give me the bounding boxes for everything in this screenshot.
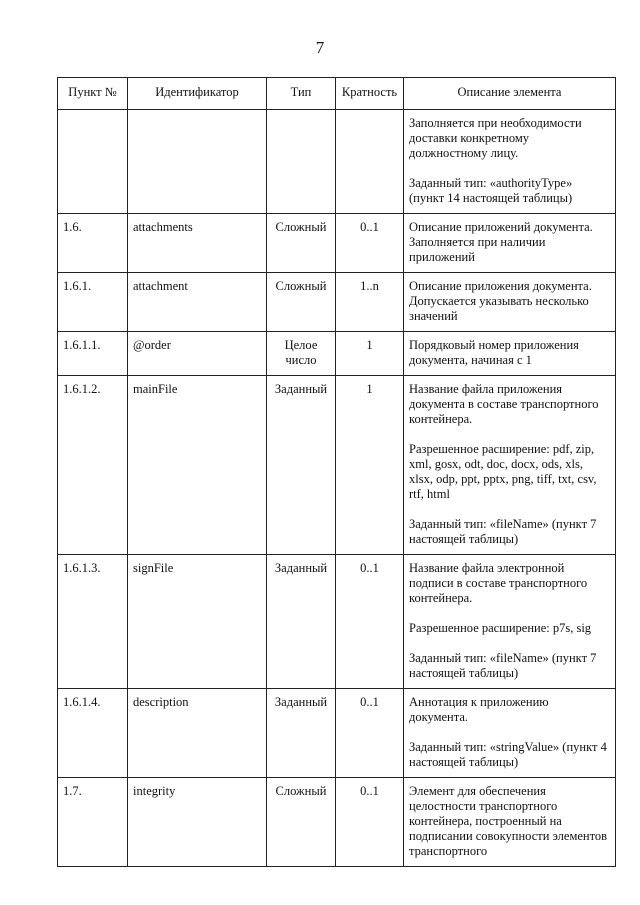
cell-number: 1.6.1.2. bbox=[58, 376, 128, 555]
cell-identifier: attachment bbox=[128, 273, 267, 332]
description-paragraph: Заданный тип: «stringValue» (пункт 4 настоящей таблицы) bbox=[409, 740, 607, 769]
paragraph-gap bbox=[409, 427, 610, 442]
paragraph-gap bbox=[409, 606, 610, 621]
cell-multiplicity: 1 bbox=[336, 332, 404, 376]
cell-description bbox=[404, 778, 616, 867]
cell-type bbox=[267, 110, 336, 214]
cell-type: Сложный bbox=[267, 214, 336, 273]
cell-number bbox=[58, 110, 128, 214]
header-description: Описание элемента bbox=[404, 78, 616, 110]
cell-identifier: attachments bbox=[128, 214, 267, 273]
cell-type: Заданный bbox=[267, 555, 336, 689]
table-row bbox=[58, 273, 616, 332]
table-header-row bbox=[58, 78, 616, 110]
cell-identifier: mainFile bbox=[128, 376, 267, 555]
cell-identifier bbox=[128, 110, 267, 214]
description-paragraph: Порядковый номер приложения документа, начиная с 1 bbox=[409, 338, 579, 367]
description-paragraph: Заданный тип: «authorityType» (пункт 14 настоящей таблицы) bbox=[409, 176, 573, 205]
description-paragraph: Разрешенное расширение: pdf, zip, xml, gosx, odt, doc, docx, ods, xls, xlsx, odp, ppt, pptx, png, tiff, txt, csv, rtf, html bbox=[409, 442, 597, 501]
description-paragraph: Заданный тип: «fileName» (пункт 7 настоящей таблицы) bbox=[409, 517, 597, 546]
description-paragraph: Название файла электронной подписи в составе транспортного контейнера. bbox=[409, 561, 588, 605]
cell-description bbox=[404, 332, 616, 376]
cell-identifier: description bbox=[128, 689, 267, 778]
header-multiplicity: Кратность bbox=[336, 78, 404, 110]
header-identifier: Идентификатор bbox=[128, 78, 267, 110]
paragraph-gap bbox=[409, 636, 610, 651]
cell-type: Сложный bbox=[267, 778, 336, 867]
cell-description bbox=[404, 555, 616, 689]
cell-type: Заданный bbox=[267, 376, 336, 555]
cell-description bbox=[404, 689, 616, 778]
description-paragraph: Аннотация к приложению документа. bbox=[409, 695, 549, 724]
cell-type: Сложный bbox=[267, 273, 336, 332]
table-row bbox=[58, 110, 616, 214]
description-paragraph: Название файла приложения документа в составе транспортного контейнера. bbox=[409, 382, 599, 426]
cell-number: 1.6.1.4. bbox=[58, 689, 128, 778]
cell-multiplicity: 1 bbox=[336, 376, 404, 555]
cell-number: 1.6. bbox=[58, 214, 128, 273]
paragraph-gap bbox=[409, 161, 610, 176]
table-row bbox=[58, 376, 616, 555]
elements-table bbox=[57, 77, 616, 867]
description-paragraph: Элемент для обеспечения целостности транспортного контейнера, построенный на подписании совокупности элементов транспортного bbox=[409, 784, 608, 858]
cell-description bbox=[404, 273, 616, 332]
table-row bbox=[58, 332, 616, 376]
description-paragraph: Заполняется при необходимости доставки конкретному должностному лицу. bbox=[409, 116, 582, 160]
paragraph-gap bbox=[409, 502, 610, 517]
cell-number: 1.6.1.3. bbox=[58, 555, 128, 689]
cell-type: Целое число bbox=[267, 332, 336, 376]
cell-description bbox=[404, 110, 616, 214]
description-paragraph: Заданный тип: «fileName» (пункт 7 настоящей таблицы) bbox=[409, 651, 597, 680]
header-type: Тип bbox=[267, 78, 336, 110]
table-row bbox=[58, 214, 616, 273]
description-paragraph: Описание приложения документа. Допускается указывать несколько значений bbox=[409, 279, 592, 323]
cell-multiplicity: 1..n bbox=[336, 273, 404, 332]
cell-description bbox=[404, 214, 616, 273]
paragraph-gap bbox=[409, 725, 610, 740]
cell-multiplicity: 0..1 bbox=[336, 689, 404, 778]
cell-type: Заданный bbox=[267, 689, 336, 778]
cell-identifier: integrity bbox=[128, 778, 267, 867]
table-row bbox=[58, 689, 616, 778]
cell-multiplicity: 0..1 bbox=[336, 778, 404, 867]
cell-number: 1.6.1.1. bbox=[58, 332, 128, 376]
page-number: 7 bbox=[315, 38, 325, 57]
cell-number: 1.7. bbox=[58, 778, 128, 867]
cell-multiplicity: 0..1 bbox=[336, 555, 404, 689]
cell-number: 1.6.1. bbox=[58, 273, 128, 332]
cell-description bbox=[404, 376, 616, 555]
description-paragraph: Описание приложений документа. Заполняется при наличии приложений bbox=[409, 220, 593, 264]
cell-identifier: signFile bbox=[128, 555, 267, 689]
table-row bbox=[58, 778, 616, 867]
description-paragraph: Разрешенное расширение: p7s, sig bbox=[409, 621, 592, 635]
cell-multiplicity: 0..1 bbox=[336, 214, 404, 273]
table-row bbox=[58, 555, 616, 689]
cell-identifier: @order bbox=[128, 332, 267, 376]
cell-multiplicity bbox=[336, 110, 404, 214]
header-number: Пункт № bbox=[58, 78, 128, 110]
